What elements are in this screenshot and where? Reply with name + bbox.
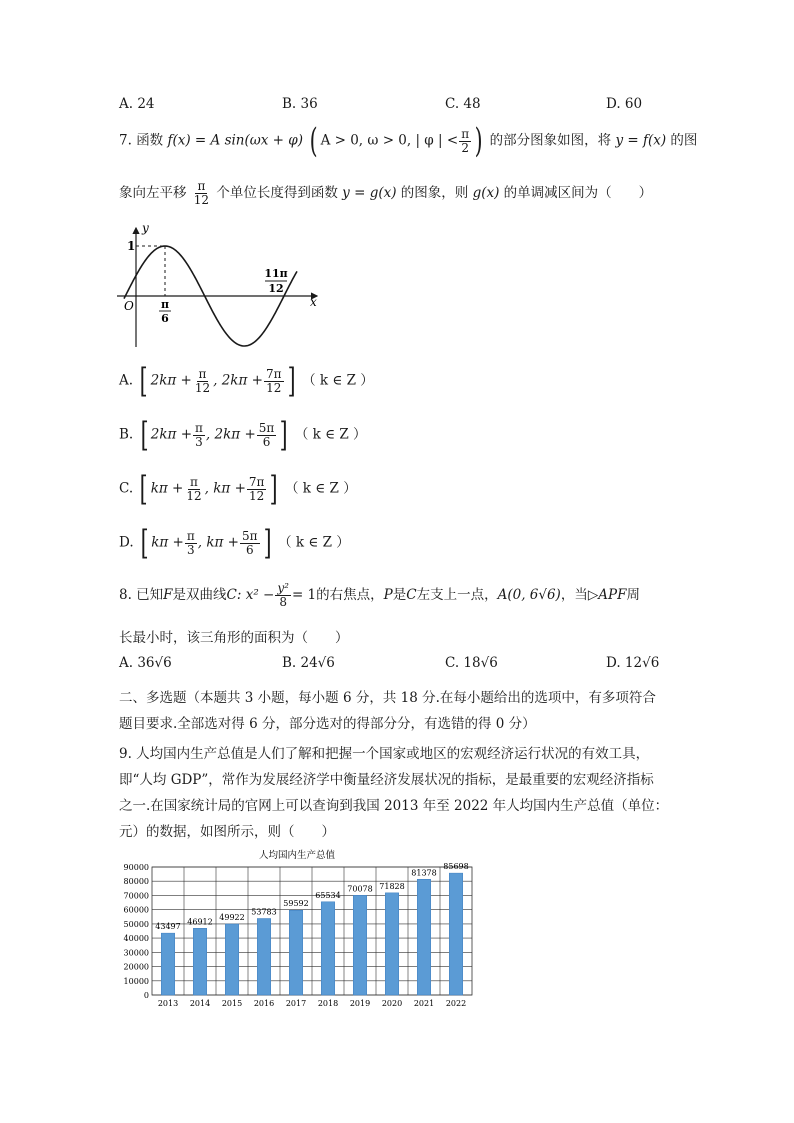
q8-text: 8. 已知 [119,587,164,603]
q9-line2: 即“人均 GDP”，常作为发展经济学中衡量经济发展状况的指标，是最重要的宏观经济指标 [119,772,654,788]
q7-conditions: A > 0, ω > 0, | φ | < [320,132,459,149]
frac-num: π [186,528,195,543]
data-label-2019: 70078 [347,884,373,894]
option-expr: , kπ + [204,480,246,497]
frac-num: π [195,420,203,435]
data-label-2022: 85698 [443,862,469,872]
chart-title: 人均国内生产总值 [258,850,336,861]
bar-2014 [193,928,206,995]
option-expr: , 2kπ + [205,426,256,443]
y-tick-label: 20000 [123,962,149,972]
bracket-close: ] [263,523,272,563]
bar-2013 [161,933,174,995]
frac-den: 12 [186,488,202,503]
option-fraction [247,476,267,503]
option-suffix: （ k ∈ Z ） [278,534,350,551]
option-expr: kπ + [151,534,184,551]
q8-text: 左支上一点， [416,587,498,603]
option-fraction [184,476,203,503]
x-tick-label: 2016 [253,999,275,1008]
frac-num: π [461,126,470,141]
tick1-num: π [160,298,170,311]
q8-symbol: P [383,587,393,603]
q7-cond-fraction [459,128,471,155]
frac-den: 6 [245,542,254,557]
q7-function: y = f(x) [615,132,667,149]
q6-option-a: A. 24 [119,96,155,112]
q7-option-d [119,523,350,563]
frac-den: 3 [186,542,195,557]
paren-open: ( [309,121,318,161]
bar-2020 [385,893,398,995]
q8-curve: = 1 [291,587,317,603]
tick2-den: 12 [268,282,284,295]
option-fraction [185,530,197,557]
q7-text: 的单调减区间为（ ） [503,185,653,201]
x-tick-label: 2013 [157,999,179,1008]
frac-den: 12 [194,380,211,395]
q7-number: 7. [119,132,132,149]
section2-heading-line1: 二、多选题（本题共 3 小题，每小题 6 分，共 18 分.在每小题给出的选项中，有多项符合 [119,690,656,706]
gdp-bar-chart [112,845,482,1010]
q8-option-a: A. 36√6 [119,655,172,671]
option-fraction [264,368,284,395]
x-tick-label: 2021 [413,999,435,1008]
q8-curve-fraction [275,582,291,609]
sine-graph [112,222,327,352]
option-expr: 2kπ + [150,426,193,443]
data-label-2018: 65534 [315,890,341,900]
bracket-close: ] [270,469,279,509]
data-label-2015: 49922 [219,912,245,922]
q8-text: 是双曲线 [172,587,227,603]
q7-function: f(x) = A sin(ωx + φ) [167,132,304,149]
frac-den: 3 [195,434,203,449]
data-label-2021: 81378 [411,868,437,878]
option-fraction [193,422,205,449]
data-label-2017: 59592 [283,899,309,909]
q7-text: 的图 [670,132,698,149]
q7-line1 [119,121,698,161]
x-tick-label: 2015 [221,999,243,1008]
q8-option-b: B. 24√6 [282,655,335,671]
frac-den: 12 [249,488,265,503]
frac-den: 6 [262,434,271,449]
frac-num: π [190,474,198,489]
q8-line1 [119,582,640,609]
option-suffix: （ k ∈ Z ） [284,480,357,497]
bar-2019 [353,895,366,995]
origin-label: O [124,299,134,313]
x-tick-label: 2020 [381,999,403,1008]
frac-den: 8 [279,595,287,609]
q8-text: 周 [626,587,640,603]
bar-2017 [289,910,302,995]
data-label-2016: 53783 [251,907,277,917]
y-tick-label: 10000 [123,976,149,986]
y-tick-label: 80000 [123,877,149,887]
bar-2015 [225,924,238,995]
bar-2022 [449,873,462,995]
q9-line4: 元）的数据，如图所示，则（ ） [119,824,335,840]
q8-symbol: APF [598,587,627,603]
q7-text: 的部分图象如图，将 [489,132,612,149]
paren-close: ) [474,121,483,161]
frac-den: 2 [461,140,469,155]
frac-num: 7π [265,366,282,381]
q7-option-b [119,415,367,455]
option-letter: C. [119,480,134,497]
q6-option-d: D. 60 [606,96,643,112]
frac-num: π [198,366,207,381]
bar-2021 [417,879,430,995]
bracket-close: ] [279,415,288,455]
y-tick-label: 0 [143,991,149,1000]
frac-num: 5π [242,528,258,543]
x-tick-label: 2022 [445,999,467,1008]
tick1-den: 6 [161,312,169,325]
option-expr: 2kπ + [150,372,192,389]
option-suffix: （ k ∈ Z ） [294,426,367,443]
q6-option-b: B. 36 [282,96,318,112]
q7-function: y = g(x) [342,185,397,201]
data-label-2013: 43497 [155,922,181,932]
option-suffix: （ k ∈ Z ） [302,372,374,389]
option-letter: B. [119,426,134,443]
peak-value-label: 1 [127,239,136,253]
q7-shift-fraction [192,180,211,207]
x-tick-label: 2014 [189,999,211,1008]
frac-num: 7π [248,474,265,489]
y-axis-label: y [142,222,149,235]
frac-den: 12 [266,380,282,395]
option-fraction [240,530,260,557]
q8-option-c: C. 18√6 [445,655,498,671]
q8-text: 是 [392,587,407,603]
q8-curve: C: x² − [226,587,275,603]
bar-2016 [257,919,270,995]
bracket-open: [ [140,415,149,455]
q8-symbol: F [163,587,173,603]
frac-num: π [197,179,206,193]
q7-text: 函数 [136,132,164,149]
x-tick-label: 2018 [317,999,339,1008]
q8-text: ，当▷ [560,587,599,603]
option-letter: D. [119,534,134,551]
x-tick-label: 2017 [285,999,307,1008]
q7-text: 象向左平移 [119,185,187,201]
data-label-2020: 71828 [379,881,405,891]
q9-line1: 9. 人均国内生产总值是人们了解和把握一个国家或地区的宏观经济运行状况的有效工具， [119,746,650,762]
x-tick-label: 2019 [349,999,371,1008]
q7-option-c [119,469,357,509]
option-expr: , kπ + [197,534,239,551]
frac-num: 5π [258,420,275,435]
y-tick-label: 90000 [123,863,149,872]
q7-line2 [119,180,652,207]
tick2-num: 11π [264,267,288,280]
y-tick-label: 50000 [123,919,149,929]
y-tick-label: 40000 [123,934,149,944]
x-axis-label: x [310,295,317,309]
section2-heading-line2: 题目要求.全部选对得 6 分，部分选对的得部分分，有选错的得 0 分） [119,716,536,732]
bracket-open: [ [140,523,149,563]
q8-option-d: D. 12√6 [606,655,660,671]
option-fraction [257,422,277,449]
data-label-2014: 46912 [187,917,213,927]
bracket-open: [ [139,361,148,401]
option-fraction [193,368,212,395]
bracket-open: [ [140,469,149,509]
q7-text: 的图象，则 [400,185,469,201]
y-tick-label: 70000 [123,891,149,901]
q8-symbol: C [406,587,417,603]
q8-line2: 长最小时，该三角形的面积为（ ） [119,630,349,646]
q7-function: g(x) [472,185,500,201]
y-tick-label: 30000 [123,948,149,958]
frac-num: y² [277,581,289,595]
y-tick-label: 60000 [123,905,149,915]
q6-option-c: C. 48 [445,96,481,112]
option-expr: kπ + [150,480,184,497]
frac-den: 12 [193,193,210,207]
q9-line3: 之一.在国家统计局的官网上可以查询到我国 2013 年至 2022 年人均国内生产总值（单位： [119,798,669,814]
bracket-close: ] [287,361,296,401]
option-letter: A. [119,372,134,389]
bar-2018 [321,902,334,995]
q7-option-a [119,361,374,401]
option-expr: , 2kπ + [213,372,263,389]
q8-point: A(0, 6√6) [497,587,561,603]
q7-text: 个单位长度得到函数 [216,185,338,201]
q8-text: 的右焦点， [316,587,384,603]
